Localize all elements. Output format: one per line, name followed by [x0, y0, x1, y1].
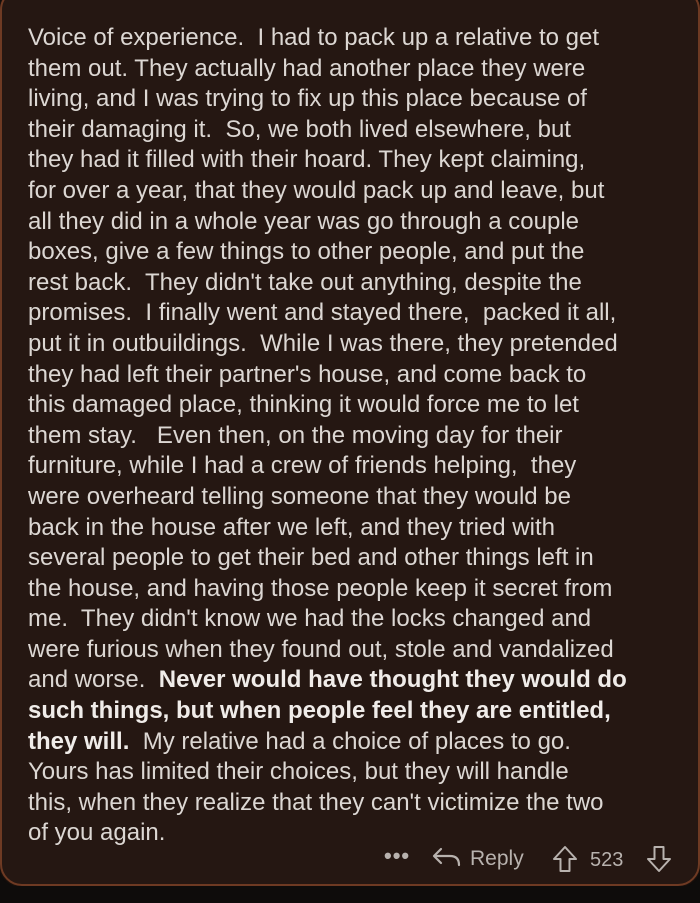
- comment-body: [28, 23, 678, 849]
- comment-line: promises. I finally went and stayed there, packed it all,: [28, 299, 617, 327]
- comment-line: they will. My relative had a choice of places to go.: [28, 727, 571, 755]
- comment-line: them out. They actually had another place they were: [28, 54, 586, 82]
- comment-line: several people to get their bed and other things left in: [28, 544, 594, 572]
- comment-action-bar: [0, 838, 700, 882]
- comment-line: were overheard telling someone that they would be: [28, 482, 571, 510]
- comment-line: living, and I was trying to fix up this place because of: [28, 85, 587, 113]
- comment-line: were furious when they found out, stole and vandalized: [28, 635, 614, 663]
- bold-text: they will.: [28, 727, 130, 755]
- comment-line: they had left their partner's house, and come back to: [28, 360, 587, 388]
- comment-line: rest back. They didn't take out anything, despite the: [28, 268, 582, 296]
- bold-text: such things, but when people feel they are entitled,: [28, 697, 611, 725]
- comment-line: this, when they realize that they can't victimize the two: [28, 788, 604, 816]
- comment-line: and worse. Never would have thought they would do: [28, 666, 627, 694]
- upvote-button[interactable]: [551, 845, 579, 873]
- comment-line: put it in outbuildings. While I was there, they pretended: [28, 329, 618, 357]
- comment-line: all they did in a whole year was go through a couple: [28, 207, 580, 235]
- comment-line: me. They didn't know we had the locks changed and: [28, 605, 592, 633]
- comment-line: back in the house after we left, and they tried with: [28, 513, 555, 541]
- comment-line: their damaging it. So, we both lived elsewhere, but: [28, 115, 571, 143]
- comment-line: Yours has limited their choices, but they will handle: [28, 758, 569, 786]
- more-options-button[interactable]: •••: [384, 843, 411, 868]
- comment-line: they had it filled with their hoard. They kept claiming,: [28, 146, 586, 174]
- reply-button[interactable]: [432, 844, 524, 874]
- vote-score: 523: [590, 849, 624, 871]
- upvote-arrow-icon: [551, 860, 579, 877]
- comment-line: the house, and having those people keep it secret from: [28, 574, 613, 602]
- downvote-arrow-icon: [645, 860, 673, 877]
- comment-line: Voice of experience. I had to pack up a relative to get: [28, 24, 600, 51]
- comment-line: for over a year, that they would pack up and leave, but: [28, 176, 605, 204]
- downvote-button[interactable]: [645, 845, 673, 873]
- bold-text: Never would have thought they would do: [158, 666, 627, 694]
- page-bottom: [0, 886, 700, 903]
- comment-line: of you again.: [28, 819, 166, 847]
- reply-arrow-icon: [432, 846, 462, 873]
- reply-label: Reply: [470, 847, 524, 870]
- comment-line: them stay. Even then, on the moving day for their: [28, 421, 563, 449]
- comment-line: [28, 696, 678, 727]
- comment-line: boxes, give a few things to other people, and put the: [28, 238, 585, 266]
- comment-line: this damaged place, thinking it would force me to let: [28, 391, 579, 419]
- comment-line: furniture, while I had a crew of friends helping, they: [28, 452, 577, 480]
